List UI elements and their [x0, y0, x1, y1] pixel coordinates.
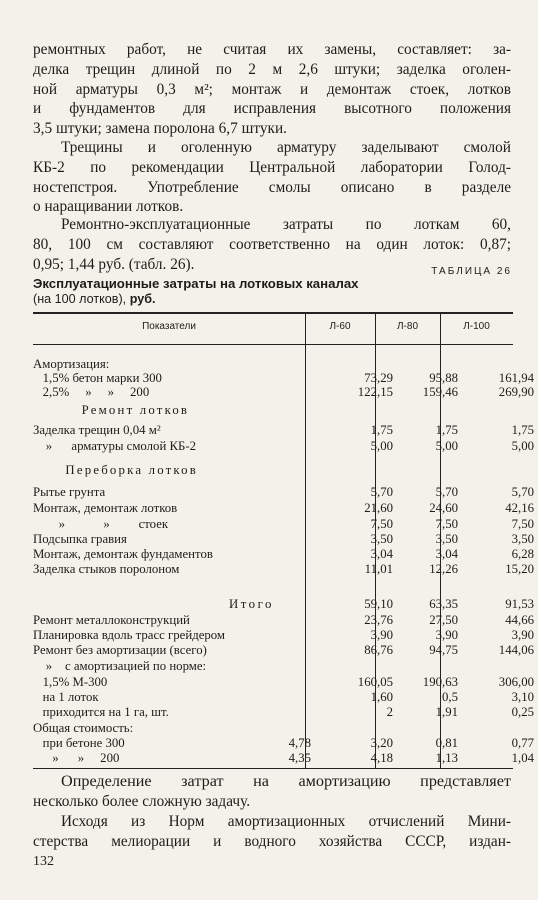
- table-cell: 11,01: [364, 562, 393, 576]
- table-cell: 1,91: [435, 705, 458, 719]
- table-row: [33, 704, 534, 720]
- row-extra-value: 4,35: [288, 751, 311, 765]
- row-label: приходится на 1 га, шт.: [33, 705, 169, 719]
- table-cell: 1,75: [511, 423, 534, 437]
- table-cell: 160,05: [357, 675, 393, 689]
- table-top-rule: [33, 312, 513, 314]
- table-cell: 7,50: [511, 517, 534, 531]
- row-label: Амортизация:: [33, 357, 110, 371]
- table-cell: 59,10: [364, 597, 393, 611]
- text-line: Ремонтно-эксплуатационные затраты по лоткам 60,: [61, 216, 511, 233]
- table-cell: 42,16: [505, 501, 534, 515]
- row-label: Общая стоимость:: [33, 721, 134, 735]
- table-cell: 161,94: [498, 371, 534, 385]
- table-cell: 5,00: [511, 439, 534, 453]
- table-cell: 91,53: [505, 597, 534, 611]
- table-row: [33, 735, 534, 751]
- text-line: ной арматуры 0,3 м²; монтаж и демонтаж стоек, лотков: [33, 80, 511, 98]
- table-cell: 3,90: [511, 628, 534, 642]
- table-cell: 3,04: [435, 547, 458, 561]
- table-cell: 0,81: [435, 736, 458, 750]
- row-label: Ремонт без амортизации (всего): [33, 643, 207, 657]
- table-cell: 12,26: [429, 562, 458, 576]
- text-line: Трещины и оголенную арматуру заделывают смолой: [61, 139, 511, 156]
- text-line: КБ-2 по рекомендации Центральной лаборатории Голод-: [33, 158, 511, 176]
- row-label: 2,5% » » 200: [33, 385, 150, 399]
- table-cell: 5,70: [511, 485, 534, 499]
- table-cell: 3,10: [511, 690, 534, 704]
- row-label: » арматуры смолой КБ-2: [33, 439, 197, 453]
- table-row: [33, 384, 534, 400]
- table-row: [33, 612, 534, 628]
- text-line: 3,5 штуки; замена поролона 6,7 штуки.: [33, 120, 287, 138]
- table-cell: 1,75: [435, 423, 458, 437]
- table-row: [33, 580, 513, 596]
- table-cell: 5,70: [370, 485, 393, 499]
- table-cell: 3,04: [370, 547, 393, 561]
- table-title: Эксплуатационные затраты на лотковых каналах: [33, 276, 359, 291]
- table-row: [33, 438, 534, 454]
- paragraph-repair-works: [33, 40, 511, 139]
- row-label: » с амортизацией по норме:: [33, 659, 207, 673]
- table-cell: 73,29: [364, 371, 393, 385]
- table-subtitle-unit: руб.: [129, 292, 156, 306]
- table-cell: 3,90: [370, 628, 393, 642]
- table-row: [33, 642, 534, 658]
- table-row: [33, 531, 534, 547]
- table-cell: 2: [386, 705, 393, 719]
- text-line: делка трещин длиной по 2 м 2,6 штуки; заделка оголен-: [33, 60, 511, 78]
- row-label: Монтаж, демонтаж фундаментов: [33, 547, 213, 561]
- row-label: Ремонт металлоконструкций: [33, 613, 190, 627]
- table-cell: 1,04: [511, 751, 534, 765]
- table-row: [33, 484, 534, 500]
- table-cell: 95,88: [429, 371, 458, 385]
- table-cell: 5,70: [435, 485, 458, 499]
- section-heading: Переборка лотков: [33, 463, 199, 477]
- text-line: ремонтных работ, не считая их замены, составляет: за-: [33, 41, 511, 58]
- row-label: Подсыпка гравия: [33, 532, 127, 546]
- table-cell: 6,28: [511, 547, 534, 561]
- header-l60: Л-60: [329, 321, 351, 332]
- table-subtitle: [33, 292, 156, 306]
- table-row: [33, 402, 513, 418]
- row-label: » » стоек: [33, 517, 169, 531]
- row-label: на 1 лоток: [33, 690, 99, 704]
- table-cell: 7,50: [435, 517, 458, 531]
- table-cell: 3,50: [370, 532, 393, 546]
- table-header-rule: [33, 344, 513, 345]
- table-cell: 269,90: [498, 385, 534, 399]
- table-cell: 5,00: [435, 439, 458, 453]
- header-l100: Л-100: [463, 321, 490, 332]
- table-row: [33, 516, 534, 532]
- table-cell: 306,00: [498, 675, 534, 689]
- table-cell: 1,60: [370, 690, 393, 704]
- text-line: ностепстроя. Употребление смолы описано в разделе: [33, 178, 511, 196]
- table-cell: 3,50: [511, 532, 534, 546]
- row-label: Планировка вдоль трасс грейдером: [33, 628, 226, 642]
- text-line: Исходя из Норм амортизационных отчислений Мини-: [61, 813, 511, 830]
- table-row: [33, 689, 534, 705]
- table-row: [33, 750, 534, 766]
- table-cell: 0,77: [511, 736, 534, 750]
- table-row: [33, 462, 513, 478]
- table-cell: 3,90: [435, 628, 458, 642]
- row-label: 1,5% М-300: [33, 675, 108, 689]
- table-row: [33, 596, 534, 612]
- paragraph-resin: [33, 138, 511, 217]
- table-cell: 21,60: [364, 501, 393, 515]
- section-heading: Ремонт лотков: [33, 403, 190, 417]
- table-cell: 144,06: [498, 643, 534, 657]
- text-line: стерства мелиорации и водного хозяйства СССР, издан-: [33, 832, 511, 850]
- table-row: [33, 658, 513, 674]
- table-row: [33, 674, 534, 690]
- table-row: [33, 500, 534, 516]
- table-cell: 3,50: [435, 532, 458, 546]
- text-line: 80, 100 см составляют соответственно на один лоток: 0,87;: [33, 235, 511, 253]
- page-number: 132: [33, 854, 54, 869]
- text-line: о наращивании лотков.: [33, 198, 184, 216]
- header-indicators: Показатели: [142, 321, 196, 332]
- table-cell: 63,35: [429, 597, 458, 611]
- table-cell: 5,00: [370, 439, 393, 453]
- table-cell: 94,75: [429, 643, 458, 657]
- table-cell: 15,20: [505, 562, 534, 576]
- table-row: [33, 720, 513, 736]
- text-line: Определение затрат на амортизацию представляет: [61, 772, 511, 790]
- table-cell: 3,20: [370, 736, 393, 750]
- table-number: ТАБЛИЦА 26: [431, 266, 512, 277]
- row-label: Рытье грунта: [33, 485, 106, 499]
- table-cell: 86,76: [364, 643, 393, 657]
- table-cell: 27,50: [429, 613, 458, 627]
- table-row: [33, 561, 534, 577]
- row-label: Монтаж, демонтаж лотков: [33, 501, 178, 515]
- table-cell: 159,46: [422, 385, 458, 399]
- total-label: Итого: [229, 597, 274, 611]
- table-cell: 23,76: [364, 613, 393, 627]
- table-cell: 122,15: [357, 385, 393, 399]
- table-row: [33, 627, 534, 643]
- paragraph-norms: [33, 812, 511, 852]
- row-label: Заделка трещин 0,04 м²: [33, 423, 161, 437]
- text-line: 0,95; 1,44 руб. (табл. 26).: [33, 255, 195, 273]
- table-cell: 1,75: [370, 423, 393, 437]
- table-bottom-rule: [33, 768, 513, 769]
- row-label: при бетоне 300: [33, 736, 125, 750]
- table-cell: 7,50: [370, 517, 393, 531]
- table-cell: 0,5: [442, 690, 458, 704]
- text-line: несколько более сложную задачу.: [33, 792, 251, 810]
- table-cell: 44,66: [505, 613, 534, 627]
- table-cell: 0,25: [511, 705, 534, 719]
- table-cell: 1,13: [435, 751, 458, 765]
- text-line: и фундаментов для исправления высотного положения: [33, 100, 511, 118]
- header-l80: Л-80: [396, 321, 418, 332]
- table-subtitle-prefix: (на 100 лотков),: [33, 292, 127, 306]
- table-cell: 190,63: [422, 675, 458, 689]
- paragraph-amortization: [33, 772, 511, 812]
- table-row: [33, 422, 534, 438]
- table-cell: 24,60: [429, 501, 458, 515]
- row-label: Заделка стыков поролоном: [33, 562, 180, 576]
- table-row: [33, 546, 534, 562]
- row-extra-value: 4,78: [288, 736, 311, 750]
- row-label: » » 200: [33, 751, 120, 765]
- table-cell: 4,18: [370, 751, 393, 765]
- row-label: 1,5% бетон марки 300: [33, 371, 162, 385]
